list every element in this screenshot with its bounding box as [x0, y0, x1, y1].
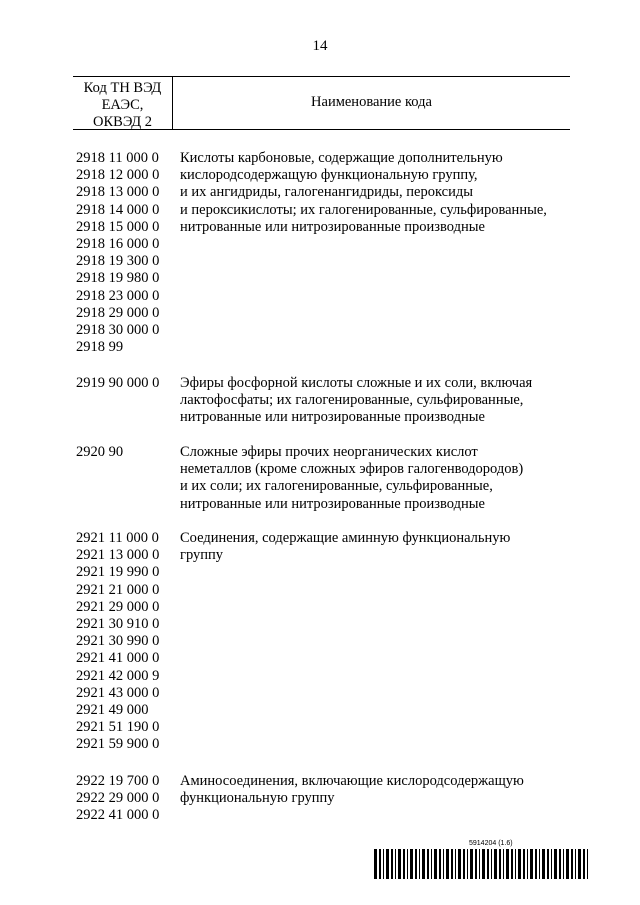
barcode-bar — [475, 849, 477, 879]
tn-ved-code: 2918 19 300 0 — [76, 253, 160, 270]
barcode-bar — [511, 849, 513, 879]
header-code-line: ОКВЭД 2 — [93, 114, 152, 130]
description-line: лактофосфаты; их галогенированные, сульфированные, — [180, 392, 524, 409]
barcode-bar — [410, 849, 413, 879]
tn-ved-code: 2921 43 000 0 — [76, 684, 160, 701]
tn-ved-code: 2921 21 000 0 — [76, 581, 160, 598]
description-line: функциональную группу — [180, 790, 335, 807]
barcode-bar — [374, 849, 377, 879]
barcode-bar — [446, 849, 449, 879]
barcode-bar — [419, 849, 420, 879]
tn-ved-code: 2918 12 000 0 — [76, 167, 160, 184]
barcode-bar — [415, 849, 417, 879]
barcode-bar — [530, 849, 533, 879]
tn-ved-code: 2921 30 910 0 — [76, 616, 160, 633]
barcode-bar — [434, 849, 437, 879]
barcode-bar — [551, 849, 552, 879]
barcode-bar — [398, 849, 401, 879]
header-code-line: Код ТН ВЭД — [83, 80, 162, 96]
tn-ved-code: 2918 13 000 0 — [76, 184, 160, 201]
barcode-bar — [575, 849, 576, 879]
barcode-bar — [467, 849, 468, 879]
barcode-bar — [503, 849, 504, 879]
barcode-bar — [583, 849, 585, 879]
description-line: нитрованные или нитрозированные производные — [180, 218, 485, 235]
barcode-bar — [494, 849, 497, 879]
description-line: Сложные эфиры прочих неорганических кислот — [180, 444, 478, 460]
barcode-bar — [539, 849, 540, 879]
tn-ved-code: 2921 13 000 0 — [76, 547, 160, 564]
barcode-bar — [499, 849, 501, 879]
tn-ved-code: 2922 29 000 0 — [76, 790, 160, 807]
barcode-bar — [542, 849, 545, 879]
barcode-bar — [379, 849, 381, 879]
description-line: неметаллов (кроме сложных эфиров галогенводородов) — [180, 461, 524, 478]
barcode-bar — [439, 849, 441, 879]
code-list — [76, 530, 176, 754]
code-description — [180, 150, 576, 236]
barcode-bar — [547, 849, 549, 879]
description-line: Эфиры фосфорной кислоты сложные и их соли, включая — [180, 375, 533, 391]
tn-ved-code: 2918 29 000 0 — [76, 304, 160, 321]
tn-ved-code: 2921 41 000 0 — [76, 650, 160, 667]
page-number: 14 — [312, 38, 328, 54]
barcode-bar — [479, 849, 480, 879]
tn-ved-code: 2921 42 000 9 — [76, 667, 160, 684]
barcode-bar — [482, 849, 485, 879]
barcode-bar — [571, 849, 573, 879]
barcode-bar — [455, 849, 456, 879]
barcode-bar — [431, 849, 432, 879]
code-description — [180, 375, 576, 427]
description-line: нитрованные или нитрозированные производные — [180, 409, 485, 426]
code-description — [180, 444, 576, 513]
tn-ved-code: 2918 23 000 0 — [76, 287, 160, 304]
barcode-bar — [458, 849, 461, 879]
barcode-bar — [518, 849, 521, 879]
tn-ved-code: 2922 41 000 0 — [76, 807, 160, 824]
tn-ved-code: 2918 11 000 0 — [76, 150, 159, 166]
tn-ved-code: 2918 15 000 0 — [76, 218, 160, 235]
tn-ved-code: 2918 30 000 0 — [76, 322, 160, 339]
barcode-bar — [451, 849, 453, 879]
barcode-bar — [403, 849, 405, 879]
description-line: Кислоты карбоновые, содержащие дополнительную — [180, 150, 503, 166]
tn-ved-code: 2921 59 900 0 — [76, 736, 160, 753]
tn-ved-code: 2921 51 190 0 — [76, 719, 160, 736]
barcode-bar — [463, 849, 465, 879]
tn-ved-code: 2921 49 000 — [76, 702, 149, 719]
barcode-bar — [470, 849, 473, 879]
description-line: и их соли; их галогенированные, сульфированные, — [180, 478, 493, 495]
barcode-bar — [506, 849, 509, 879]
description-line: и пероксикислоты; их галогенированные, сульфированные, — [180, 201, 547, 218]
code-list — [76, 444, 176, 461]
barcode-bar — [523, 849, 525, 879]
barcode-bar — [443, 849, 444, 879]
header-name-column — [173, 76, 570, 129]
barcode-bar — [422, 849, 425, 879]
description-line: Соединения, содержащие аминную функциональную — [180, 530, 511, 546]
tn-ved-code: 2921 19 990 0 — [76, 564, 160, 581]
tn-ved-code: 2921 30 990 0 — [76, 633, 160, 650]
barcode-bar — [386, 849, 389, 879]
header-code-column — [73, 80, 172, 131]
tn-ved-code: 2919 90 000 0 — [76, 375, 160, 391]
description-line: кислородсодержащую функциональную группу, — [180, 167, 478, 184]
barcode-bar — [487, 849, 489, 879]
barcode-icon — [374, 849, 590, 879]
barcode-bar — [491, 849, 492, 879]
description-line: группу — [180, 547, 224, 564]
barcode-bar — [395, 849, 396, 879]
barcode-bar — [535, 849, 537, 879]
description-line: Аминосоединения, включающие кислородсодержащую — [180, 773, 524, 789]
barcode-bar — [566, 849, 569, 879]
code-description — [180, 530, 576, 564]
tn-ved-code: 2918 99 — [76, 339, 124, 356]
code-list — [76, 773, 176, 825]
barcode-bar — [563, 849, 564, 879]
barcode-bar — [383, 849, 384, 879]
tn-ved-code: 2921 29 000 0 — [76, 598, 160, 615]
barcode-bar — [407, 849, 408, 879]
barcode-bar — [527, 849, 528, 879]
tn-ved-code: 2918 16 000 0 — [76, 236, 160, 253]
barcode-bar — [391, 849, 393, 879]
barcode-bar — [559, 849, 561, 879]
tn-ved-code: 2918 14 000 0 — [76, 201, 160, 218]
tn-ved-code: 2918 19 980 0 — [76, 270, 160, 287]
barcode-bar — [554, 849, 557, 879]
barcode-label: 5914204 (1.6) — [469, 840, 513, 847]
tn-ved-code: 2920 90 — [76, 444, 124, 460]
tn-ved-code: 2922 19 700 0 — [76, 773, 160, 789]
tn-ved-code: 2921 11 000 0 — [76, 530, 159, 546]
header-name-label: Наименование кода — [311, 94, 432, 110]
header-code-line: ЕАЭС, — [101, 97, 144, 113]
code-list — [76, 375, 176, 392]
code-list — [76, 150, 176, 356]
barcode-bar — [578, 849, 581, 879]
barcode-bar — [515, 849, 516, 879]
code-description — [180, 773, 576, 807]
description-line: нитрованные или нитрозированные производные — [180, 495, 485, 512]
description-line: и их ангидриды, галогенангидриды, пероксиды — [180, 184, 473, 201]
barcode-bar — [427, 849, 429, 879]
barcode-bar — [587, 849, 588, 879]
